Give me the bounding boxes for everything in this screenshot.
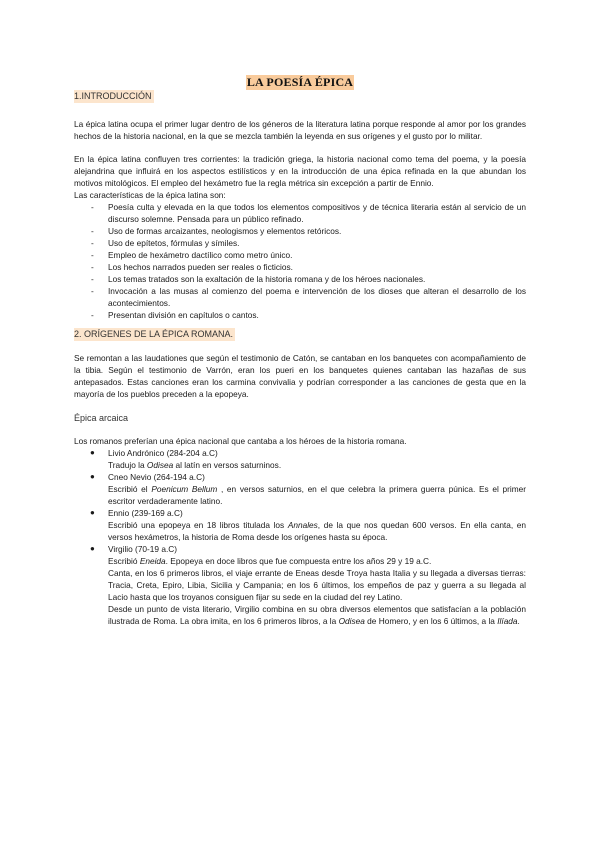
author-description-2: Canta, en los 6 primeros libros, el viaje errante de Eneas desde Troya hasta Italia y su llegada a diversas tierras: Tracia, Creta, Epiro, Libia, Sicilia y Campania; en los 6 últimos, los empeños de paz y guerra a su llegada al Lacio hasta que los troyanos consiguen fijar su sede en la ciudad del rey Latino. <box>108 568 526 602</box>
archaic-intro: Los romanos preferían una épica nacional que cantaba a los héroes de la historia romana. <box>74 436 407 446</box>
document-body <box>74 90 526 627</box>
list-item: - Presentan división en capítulos o cantos. <box>74 309 526 321</box>
authors-list <box>74 447 526 627</box>
author-name: Ennio (239-169 a.C) <box>108 508 183 518</box>
author-name: Virgilio (70-19 a.C) <box>108 544 178 554</box>
characteristics-intro: Las características de la épica latina son: <box>74 190 226 200</box>
bullet-icon: ● <box>90 544 95 553</box>
list-item: - Empleo de hexámetro dactílico como metro único. <box>74 249 526 261</box>
section-heading-introduccion: 1.INTRODUCCIÓN <box>74 91 152 101</box>
bullet-icon: ● <box>90 448 95 457</box>
author-description: Escribió Eneida. Epopeya en doce libros que fue compuesta entre los años 29 y 19 a.C. <box>108 556 432 566</box>
author-description: Tradujo la Odisea al latín en versos saturninos. <box>108 460 282 470</box>
author-name: Cneo Nevio (264-194 a.C) <box>108 472 205 482</box>
author-livio <box>74 447 526 471</box>
author-name: Livio Andrónico (284-204 a.C) <box>108 448 218 458</box>
characteristics-list <box>74 201 526 321</box>
bullet-icon: ● <box>90 508 95 517</box>
page-title: LA POESÍA ÉPICA <box>246 75 354 89</box>
title-wrap <box>0 73 600 91</box>
list-item: - Poesía culta y elevada en la que todos los elementos compositivos y de técnica literaria están al servicio de un discurso solemne. Pensada para un público refinado. <box>74 201 526 225</box>
list-item: - Invocación a las musas al comienzo del poema e intervención de los dioses que alteran el desarrollo de los acontecimientos. <box>74 285 526 309</box>
bullet-icon: ● <box>90 472 95 481</box>
author-ennio <box>74 507 526 543</box>
author-nevio <box>74 471 526 507</box>
author-description: Escribió el Poenicum Bellum , en versos saturnios, en el que celebra la primera guerra púnica. Es el primer escritor verdaderamente latino. <box>108 484 527 506</box>
section-heading-origenes: 2. ORÍGENES DE LA ÉPICA ROMANA. <box>74 329 234 339</box>
author-description: Escribió una epopeya en 18 libros titulada los Annales, de la que nos quedan 600 versos. En ella canta, en versos hexámetros, la historia de Roma desde los orígenes hasta su época. <box>108 520 527 542</box>
intro-paragraph-1: La épica latina ocupa el primer lugar dentro de los géneros de la literatura latina porque responde al amor por los grandes hechos de la historia nacional, en la que se mezcla también la leyenda en sus orígenes y el gusto por lo militar. <box>74 119 526 141</box>
author-description-3: Desde un punto de vista literario, Virgilio combina en su obra diversos elementos que satisfacían a la población ilustrada de Roma. La obra imita, en los 6 primeros libros, a la Odisea de Homero, y en los 6 últimos, a la Ilíada. <box>108 604 526 626</box>
list-item: - Los temas tratados son la exaltación de la historia romana y de los héroes nacionales. <box>74 273 526 285</box>
author-virgilio <box>74 543 526 627</box>
origins-paragraph: Se remontan a las laudationes que según el testimonio de Catón, se cantaban en los banquetes con acompañamiento de la tibia. Según el testimonio de Varrón, eran los pueri en los banquetes quienes cantaban las hazañas de sus antepasados. Estas canciones eran los carmina convivalia y podrían corresponder a las canciones de gesta que en la mayoría de los pueblos preceden a la epopeya. <box>74 353 526 399</box>
list-item: - Los hechos narrados pueden ser reales o ficticios. <box>74 261 526 273</box>
list-item: - Uso de formas arcaizantes, neologismos y elementos retóricos. <box>74 225 526 237</box>
subheading-epica-arcaica: Épica arcaica <box>74 413 129 423</box>
list-item: - Uso de epítetos, fórmulas y símiles. <box>74 237 526 249</box>
intro-paragraph-2: En la épica latina confluyen tres corrientes: la tradición griega, la historia nacional como tema del poema, y la poesía alejandrina que influirá en los aspectos estilísticos y en la introducción de una épica refinada en la que abundan los motivos mitológicos. El empleo del hexámetro fue la regla métrica sin excepción a partir de Ennio. <box>74 154 526 188</box>
